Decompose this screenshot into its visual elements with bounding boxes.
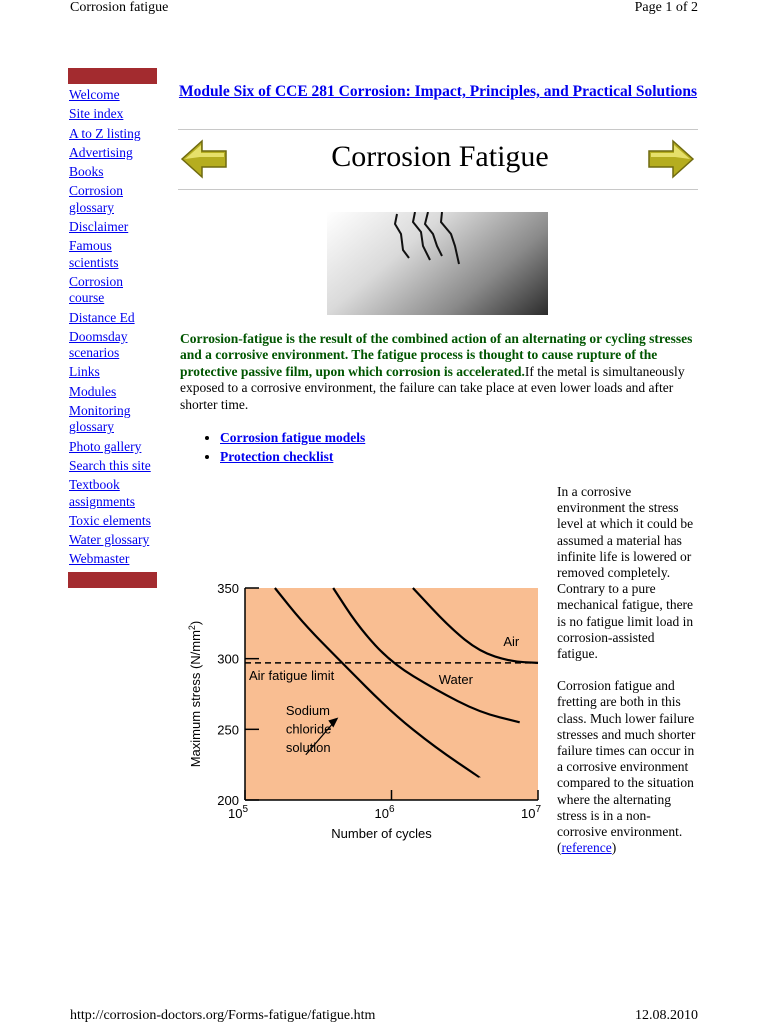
- plot-area: [245, 588, 538, 800]
- x-tick-exponent: 7: [535, 804, 542, 815]
- y-tick-label: 250: [217, 722, 239, 738]
- sidebar-item: [69, 513, 158, 529]
- curve-label: Air: [503, 633, 520, 649]
- sidebar-link-search-this-site[interactable]: Search this site: [69, 457, 151, 473]
- intro-rest-text: If the metal is simultaneously exposed to a corrosive environment, the failure can take place at even lower loads and after shorter time.: [180, 363, 685, 412]
- print-header-page: Page 1 of 2: [634, 0, 698, 15]
- topic-links-list: [200, 428, 365, 466]
- sidebar-link-doomsday-scenarios[interactable]: Doomsday scenarios: [69, 328, 128, 361]
- sidebar-item: [69, 238, 158, 271]
- divider-top: [178, 129, 698, 130]
- sidebar-link-links[interactable]: Links: [69, 364, 100, 380]
- stress-cycles-chart: [180, 578, 552, 842]
- sidebar-link-famous-scientists[interactable]: Famous scientists: [69, 238, 119, 270]
- x-tick-base: 10: [520, 806, 536, 821]
- sidebar-item: [69, 384, 158, 400]
- side-paragraph-2: [557, 678, 697, 856]
- intro-bold-text: Corrosion-fatigue is the result of the combined action of an alternating or cycling stresses and a corrosive environment. The fatigue process is thought to cause rupture of the protective passive film, upon which corrosion is accelerated.: [180, 331, 693, 379]
- sidebar-link-disclaimer[interactable]: Disclaimer: [69, 219, 129, 235]
- sidebar-item: [69, 551, 158, 567]
- sidebar-link-modules[interactable]: Modules: [69, 383, 117, 399]
- sidebar-link-webmaster[interactable]: Webmaster: [69, 551, 130, 567]
- sidebar-item: [69, 106, 158, 122]
- sidebar-top-bar: [68, 68, 157, 84]
- print-footer-date: 12.08.2010: [635, 1008, 698, 1023]
- reference-close-paren: ): [611, 840, 617, 856]
- curve-label: chloride: [285, 721, 332, 737]
- sidebar-item: [69, 219, 158, 235]
- sidebar-link-photo-gallery[interactable]: Photo gallery: [69, 438, 142, 454]
- divider-bottom: [178, 189, 698, 190]
- sidebar: [68, 68, 158, 588]
- sidebar-link-corrosion-glossary[interactable]: Corrosion glossary: [69, 183, 123, 215]
- sidebar-item: [69, 183, 158, 216]
- sidebar-link-a-to-z-listing[interactable]: A to Z listing: [69, 125, 141, 141]
- sidebar-bottom-bar: [68, 572, 157, 588]
- sidebar-link-welcome[interactable]: Welcome: [69, 87, 120, 102]
- y-axis-title-sup: 2: [187, 625, 197, 631]
- y-axis-title-end: ): [188, 620, 203, 626]
- next-arrow-icon[interactable]: [645, 138, 695, 180]
- link-corrosion-fatigue-models[interactable]: Corrosion fatigue models: [220, 430, 366, 445]
- sidebar-item: [69, 329, 158, 362]
- y-axis-title-main: Maximum stress (N/mm: [188, 630, 203, 768]
- crack-lines-icon: [327, 212, 548, 315]
- curve-label: solution: [285, 739, 331, 755]
- reference-open-paren: (: [557, 840, 562, 856]
- curve-label: Sodium: [285, 703, 330, 719]
- x-tick-exponent: 6: [388, 804, 395, 815]
- x-tick-label: [228, 804, 248, 821]
- sidebar-item: [69, 532, 158, 548]
- side-text: [557, 484, 697, 872]
- x-tick-label: [521, 804, 541, 821]
- y-axis-title: [187, 621, 203, 768]
- fatigue-limit-label: Air fatigue limit: [249, 667, 335, 683]
- previous-arrow-icon[interactable]: [180, 138, 230, 180]
- crack-banner-image: [327, 212, 548, 315]
- sidebar-link-books[interactable]: Books: [69, 164, 104, 180]
- sidebar-item: [69, 439, 158, 455]
- sidebar-link-toxic-elements[interactable]: Toxic elements: [69, 512, 151, 528]
- list-item: [220, 428, 365, 447]
- x-tick-label: [374, 804, 394, 821]
- side-paragraph-2-text: Corrosion fatigue and fretting are both in this class. Much lower failure stresses and much shorter failure times can occur in a corrosive environment compared to the situation where the alternating stress is in a non-corrosive environment.: [557, 678, 696, 840]
- sidebar-link-water-glossary[interactable]: Water glossary: [69, 532, 150, 548]
- side-paragraph-1: In a corrosive environment the stress level at which it could be assumed a material has infinite life is lowered or removed completely. Contrary to a pure mechanical fatigue, there is no fatigue limit load in corrosion-assisted fatigue.: [557, 484, 694, 662]
- sidebar-item: [69, 87, 158, 103]
- sidebar-item: [69, 477, 158, 510]
- x-tick-base: 10: [374, 806, 389, 821]
- sidebar-item: [69, 458, 158, 474]
- sidebar-link-corrosion-course[interactable]: Corrosion course: [69, 273, 123, 306]
- sidebar-item: [69, 126, 158, 142]
- y-tick-label: 350: [217, 581, 239, 596]
- sidebar-link-advertising[interactable]: Advertising: [69, 144, 133, 160]
- x-axis-title: Number of cycles: [331, 826, 432, 841]
- page-title: Corrosion Fatigue: [331, 140, 549, 173]
- x-tick-base: 10: [227, 806, 243, 821]
- sidebar-item: [69, 364, 158, 380]
- link-protection-checklist[interactable]: Protection checklist: [220, 449, 334, 464]
- sidebar-item: [69, 145, 158, 161]
- y-tick-label: 300: [217, 651, 239, 667]
- print-footer-url: http://corrosion-doctors.org/Forms-fatigue/fatigue.htm: [70, 1008, 376, 1023]
- sidebar-link-distance-ed[interactable]: Distance Ed: [69, 309, 135, 325]
- curve-label: Water: [438, 672, 473, 688]
- sidebar-item: [69, 310, 158, 326]
- intro-paragraph: [180, 331, 700, 413]
- sidebar-nav: [69, 87, 158, 568]
- y-tick-label: 200: [217, 793, 239, 808]
- sidebar-item: [69, 403, 158, 436]
- sidebar-link-textbook-assignments[interactable]: Textbook assignments: [69, 477, 135, 509]
- sidebar-item: [69, 164, 158, 180]
- list-item: [220, 447, 365, 466]
- sidebar-link-site-index[interactable]: Site index: [69, 106, 124, 122]
- reference-link[interactable]: reference: [561, 840, 612, 856]
- module-title-link[interactable]: Module Six of CCE 281 Corrosion: Impact, Principles, and Practical Solutions: [178, 83, 698, 100]
- sidebar-link-monitoring-glossary[interactable]: Monitoring glossary: [69, 403, 131, 435]
- sidebar-item: [69, 274, 158, 307]
- print-header-title: Corrosion fatigue: [70, 0, 169, 15]
- x-tick-exponent: 5: [242, 804, 249, 815]
